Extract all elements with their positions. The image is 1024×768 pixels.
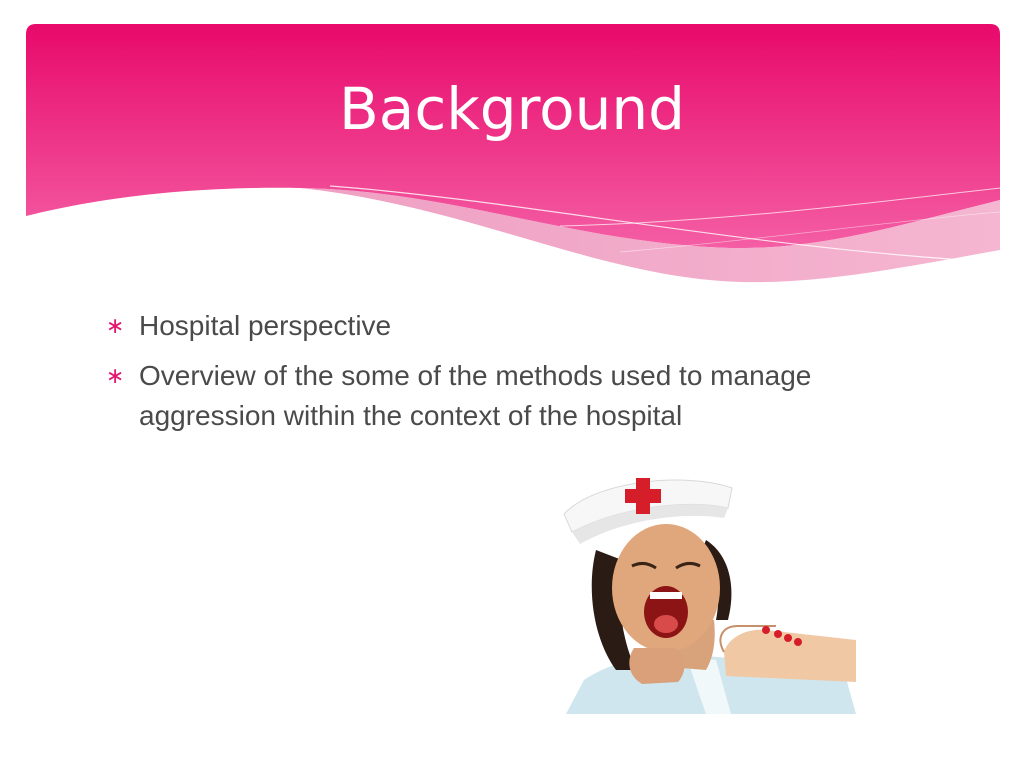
bullet-item [106, 306, 926, 346]
bullet-text: Overview of the some of the methods used to manage aggression within the context of the hospital [139, 360, 812, 431]
slide-title: Background [338, 75, 686, 143]
bullet-item [106, 356, 926, 436]
header-banner [0, 0, 1024, 300]
bullet-text: Hospital perspective [139, 310, 392, 341]
bullet-star-icon: ∗ [106, 363, 125, 388]
nurse-choke-illustration [556, 470, 862, 714]
bullet-list [106, 306, 926, 446]
bullet-star-icon: ∗ [106, 313, 125, 338]
